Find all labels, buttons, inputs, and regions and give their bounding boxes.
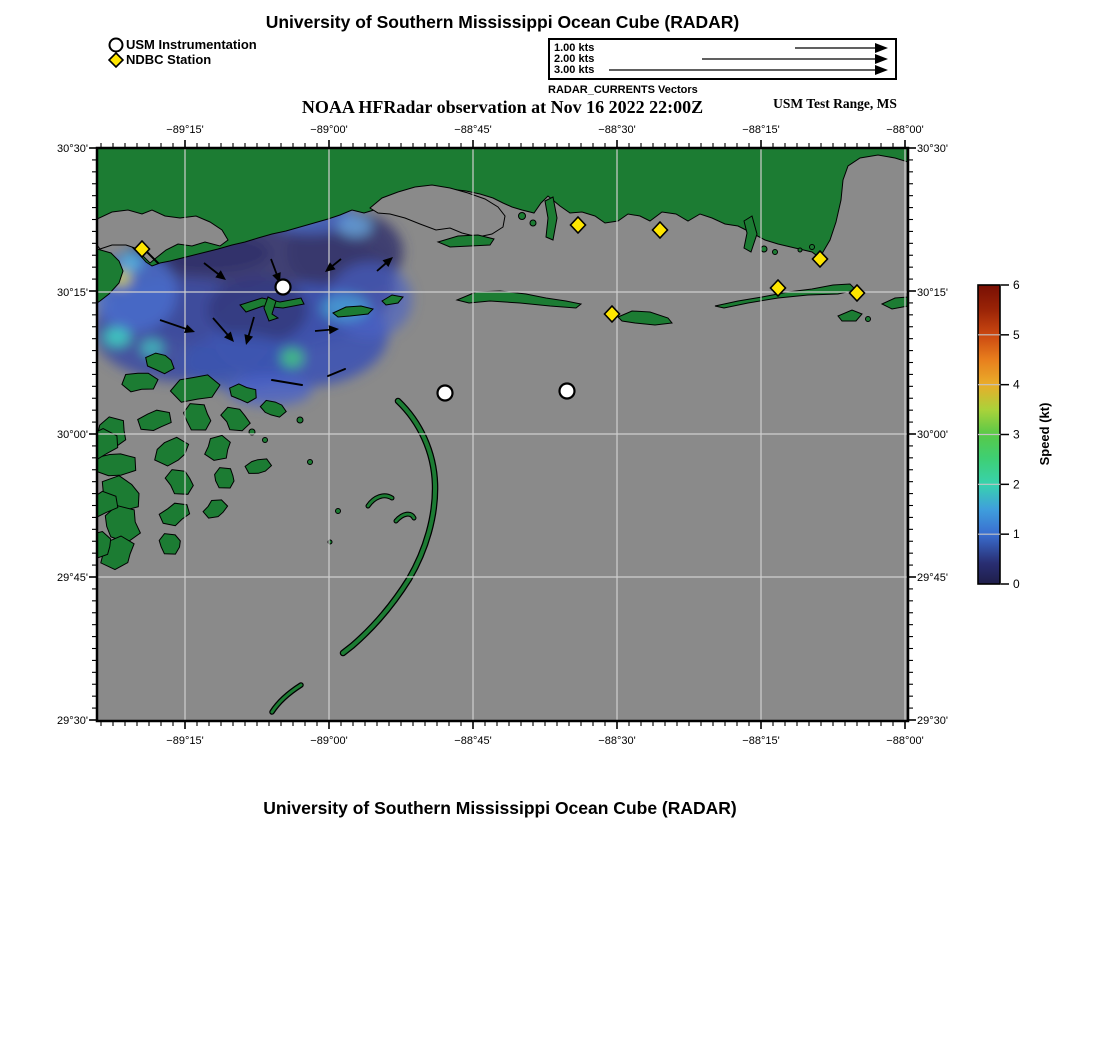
- islet-dot: [263, 438, 268, 443]
- islet-dot: [798, 248, 802, 252]
- x-axis-label-top: −89°00': [310, 124, 348, 136]
- y-axis-label-left: 29°45': [57, 572, 88, 584]
- x-axis-label-top: −88°30': [598, 124, 636, 136]
- islet-dot: [530, 220, 536, 226]
- field-blob: [104, 328, 130, 346]
- islet-dot: [773, 250, 778, 255]
- usm-instrument-marker: [438, 386, 453, 401]
- x-axis-label-top: −88°15': [742, 124, 780, 136]
- field-blob: [281, 349, 303, 367]
- islet-dot: [308, 460, 313, 465]
- colorbar-tick-label: 0: [1013, 577, 1020, 591]
- x-axis-label-bottom: −88°45': [454, 735, 492, 747]
- islet-dot: [297, 417, 303, 423]
- x-axis-label-top: −89°15': [166, 124, 204, 136]
- legend-label-usm: USM Instrumentation: [126, 37, 257, 52]
- colorbar-tick-label: 3: [1013, 427, 1020, 442]
- scale-row-2-label: 2.00 kts: [554, 53, 595, 65]
- y-axis-label-left: 30°15': [57, 287, 88, 299]
- page-title: University of Southern Mississippi Ocean Cube (RADAR): [265, 12, 740, 32]
- usm-instrument-marker: [560, 384, 575, 399]
- y-axis-label-left: 30°00': [57, 429, 88, 441]
- y-axis-label-right: 30°00': [917, 429, 948, 441]
- test-range-label: USM Test Range, MS: [773, 96, 897, 111]
- field-blob: [120, 253, 142, 271]
- y-axis-label-right: 29°30': [917, 715, 948, 727]
- x-axis-label-top: −88°00': [886, 124, 924, 136]
- x-axis-label-bottom: −88°15': [742, 735, 780, 747]
- y-axis-label-left: 29°30': [57, 715, 88, 727]
- field-blob: [208, 276, 308, 344]
- x-axis-label-bottom: −88°30': [598, 735, 636, 747]
- y-axis-label-right: 29°45': [917, 572, 948, 584]
- islet-dot: [761, 246, 767, 252]
- marsh-island: [122, 373, 158, 392]
- scale-row-3-label: 3.00 kts: [554, 64, 595, 76]
- x-axis-label-bottom: −89°15': [166, 735, 204, 747]
- x-axis-label-bottom: −88°00': [886, 735, 924, 747]
- y-axis-label-right: 30°30': [917, 143, 948, 155]
- colorbar-title: Speed (kt): [1037, 402, 1052, 466]
- islet-dot: [810, 245, 815, 250]
- field-blob: [338, 215, 372, 237]
- scale-row-1-label: 1.00 kts: [554, 42, 595, 54]
- usm-instrument-marker: [276, 280, 291, 295]
- y-axis-label-right: 30°15': [917, 287, 948, 299]
- x-axis-label-bottom: −89°00': [310, 735, 348, 747]
- islet-dot: [519, 213, 526, 220]
- bottom-page-title: University of Southern Mississippi Ocean Cube (RADAR): [263, 798, 737, 818]
- observation-subtitle: NOAA HFRadar observation at Nov 16 2022 22:00Z: [301, 97, 704, 117]
- marsh-island: [86, 532, 111, 559]
- x-axis-label-top: −88°45': [454, 124, 492, 136]
- marsh-island: [215, 468, 234, 488]
- islet-dot: [336, 509, 341, 514]
- colorbar-tick-label: 2: [1013, 477, 1020, 492]
- colorbar-tick-label: 5: [1013, 327, 1020, 342]
- colorbar-tick-label: 6: [1013, 278, 1020, 292]
- speed-colorbar: [978, 278, 1052, 591]
- islet-dot: [866, 317, 871, 322]
- vector-scale-caption: RADAR_CURRENTS Vectors: [548, 84, 698, 96]
- colorbar-tick-label: 1: [1013, 527, 1020, 542]
- y-axis-label-left: 30°30': [57, 143, 88, 155]
- colorbar-tick-label: 4: [1013, 377, 1020, 392]
- legend-label-ndbc: NDBC Station: [126, 52, 212, 67]
